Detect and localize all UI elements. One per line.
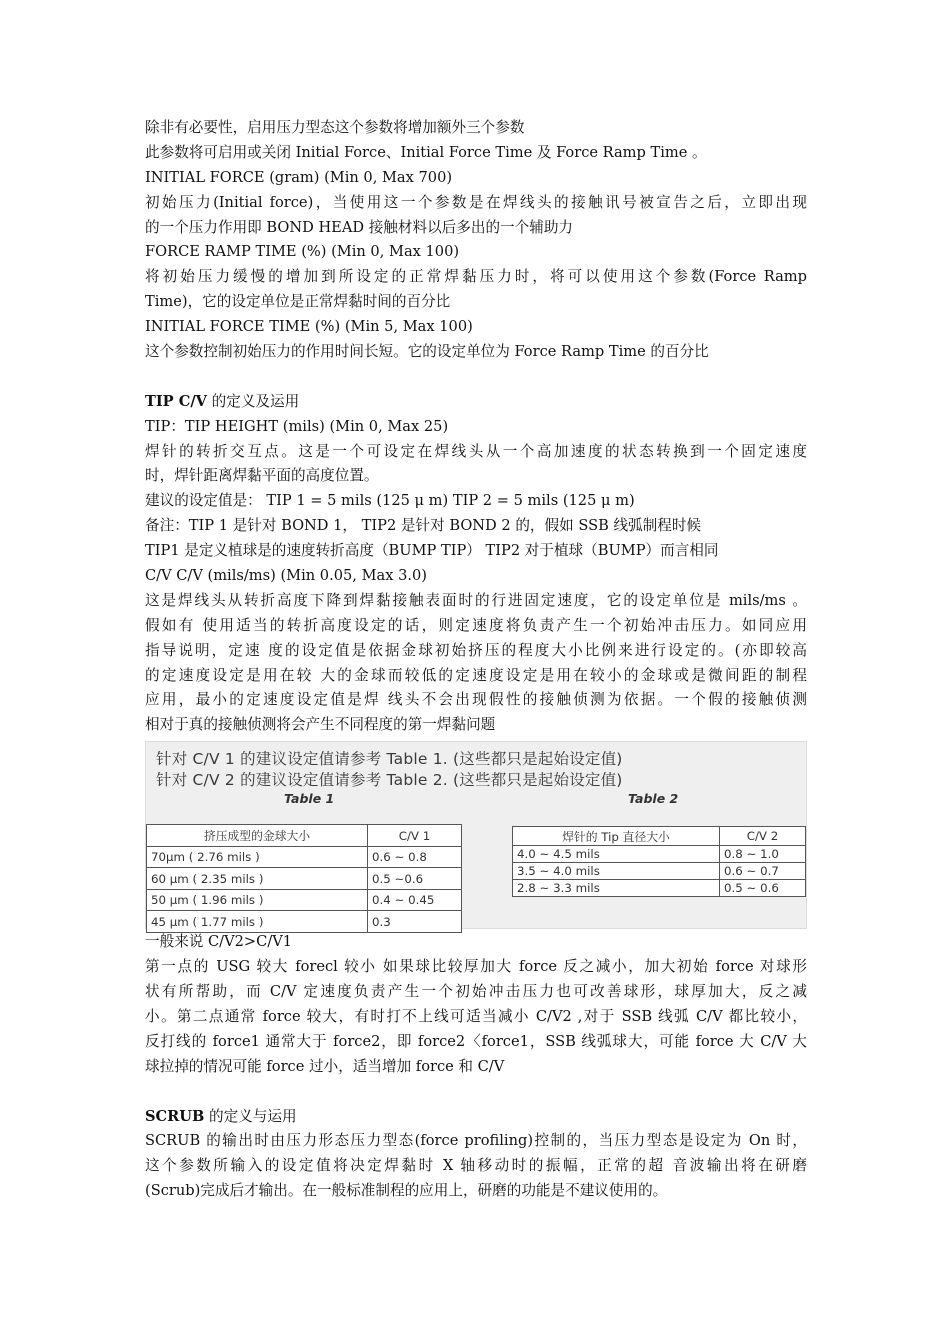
parameter-title: TIP：TIP HEIGHT (mils) (Min 0, Max 25) bbox=[145, 417, 449, 435]
paragraph-line: 建议的设定值是： TIP 1 = 5 mils (125 μ m) TIP 2 = 5 mils (125 μ m) bbox=[145, 492, 635, 510]
table-row bbox=[147, 846, 462, 868]
parameter-title: INITIAL FORCE (gram) (Min 0, Max 700) bbox=[145, 168, 453, 186]
section-heading bbox=[145, 1105, 807, 1130]
table-row bbox=[513, 880, 806, 897]
blank-line bbox=[145, 1080, 807, 1105]
table-cell: 70μm ( 2.76 mils ) bbox=[147, 846, 368, 868]
table-cell: 0.5 ~0.6 bbox=[368, 868, 462, 890]
paragraph-line: 相对于真的接触侦测将会产生不同程度的第一焊黏问题 bbox=[145, 716, 496, 734]
table-cell: 2.8 ~ 3.3 mils bbox=[513, 880, 720, 897]
paragraph-line: 这是焊线头从转折高度下降到焊黏接触表面时的行进固定速度，它的设定单位是 mils/ms 。 bbox=[145, 591, 807, 609]
paragraph-line: 应用，最小的定速度设定值是焊 线头不会出现假性的接触侦测为依据。一个假的接触侦测 bbox=[145, 691, 807, 709]
table-header-cell: C/V 1 bbox=[368, 825, 462, 847]
table-caption: Table 1 bbox=[284, 791, 335, 807]
paragraph-line: 的定速度设定是用在较 大的金球而较低的定速度设定是用在较小的金球或是微间距的制程 bbox=[145, 666, 807, 684]
blank-line bbox=[145, 365, 807, 390]
table-row bbox=[147, 889, 462, 911]
table-header-cell: C/V 2 bbox=[720, 827, 806, 846]
scrub-section bbox=[145, 1105, 807, 1205]
paragraph-line: Time)，它的设定单位是正常焊黏时间的百分比 bbox=[145, 293, 451, 311]
parameter-title: C/V C/V (mils/ms) (Min 0.05, Max 3.0) bbox=[145, 567, 427, 585]
paragraph-line: 第一点的 USG 较大 forecl 较小 如果球比较厚加大 force 反之减小，加大初始 force 对球形 bbox=[145, 958, 807, 976]
paragraph-line: 状有所帮助，而 C/V 定速度负责产生一个初始冲击压力也可改善球形，球厚加大，反之减 bbox=[145, 983, 807, 1001]
table-cell: 4.0 ~ 4.5 mils bbox=[513, 846, 720, 863]
table-header-cell: 挤压成型的金球大小 bbox=[147, 825, 368, 847]
parameter-title: INITIAL FORCE TIME (%) (Min 5, Max 100) bbox=[145, 318, 473, 336]
paragraph-line: (Scrub)完成后才输出。在一般标准制程的应用上，研磨的功能是不建议使用的。 bbox=[145, 1182, 668, 1200]
table-cell: 0.8 ~ 1.0 bbox=[720, 846, 806, 863]
table-row bbox=[147, 868, 462, 890]
table-caption: Table 2 bbox=[628, 791, 679, 807]
paragraph-line: 反打线的 force1 通常大于 force2，即 force2〈force1，SSB 线弧球大，可能 force 大 C/V 大 bbox=[145, 1032, 807, 1050]
paragraph-line: 备注：TIP 1 是针对 BOND 1， TIP2 是针对 BOND 2 的，假如 SSB 线弧制程时候 bbox=[145, 517, 702, 535]
document-page bbox=[145, 116, 807, 1204]
heading-rest: 的定义与运用 bbox=[204, 1107, 297, 1125]
heading-rest: 的定义及运用 bbox=[207, 392, 300, 410]
table-header-row bbox=[147, 825, 462, 847]
table-cell: 0.6 ~ 0.7 bbox=[720, 863, 806, 880]
paragraph-line: 小。第二点通常 force 较大，有时打不上线可适当减小 C/V2 ,对于 SSB 线弧 C/V 都比较小， bbox=[145, 1007, 807, 1025]
paragraph-line: 假如有 使用适当的转折高度设定的话，则定速度将负责产生一个初始冲击压力。如同应用 bbox=[145, 616, 807, 634]
table-cell: 0.5 ~ 0.6 bbox=[720, 880, 806, 897]
table-cell: 50 μm ( 1.96 mils ) bbox=[147, 889, 368, 911]
table-cell: 0.6 ~ 0.8 bbox=[368, 846, 462, 868]
table-cell: 45 μm ( 1.77 mils ) bbox=[147, 911, 368, 933]
paragraph-line: SCRUB 的输出时由压力形态压力型态(force profiling)控制的，当压力型态是设定为 On 时， bbox=[145, 1132, 807, 1150]
tip-cv-section bbox=[145, 390, 807, 738]
table-cell: 3.5 ~ 4.0 mils bbox=[513, 863, 720, 880]
table-row bbox=[513, 846, 806, 863]
paragraph-line: TIP1 是定义植球是的速度转折高度（BUMP TIP） TIP2 对于植球（BUMP）而言相同 bbox=[145, 542, 719, 560]
paragraph-line: 焊针的转折交互点。这是一个可设定在焊线头从一个高加速度的状态转换到一个固定速度 bbox=[145, 442, 807, 460]
table-cell: 60 μm ( 2.35 mils ) bbox=[147, 868, 368, 890]
paragraph-line: 这个参数所输入的设定值将决定焊黏时 X 轴移动时的振幅，正常的超 音波输出将在研磨 bbox=[145, 1157, 807, 1175]
figure-note-line: 针对 C/V 2 的建议设定值请参考 Table 2. (这些都只是起始设定值) bbox=[156, 771, 623, 790]
paragraph-line: 将初始压力缓慢的增加到所设定的正常焊黏压力时，将可以使用这个参数(Force Ramp bbox=[145, 268, 807, 286]
cv1-table bbox=[146, 824, 462, 933]
force-profile-section bbox=[145, 116, 807, 365]
paragraph-line: 球拉掉的情况可能 force 过小，适当增加 force 和 C/V bbox=[145, 1057, 505, 1075]
table-cell: 0.4 ~ 0.45 bbox=[368, 889, 462, 911]
heading-bold: TIP C/V bbox=[145, 392, 208, 410]
paragraph-line: 此参数将可启用或关闭 Initial Force、Initial Force Time 及 Force Ramp Time 。 bbox=[145, 143, 707, 161]
section-heading bbox=[145, 390, 807, 415]
table-header-cell: 焊针的 Tip 直径大小 bbox=[513, 827, 720, 846]
parameter-title: FORCE RAMP TIME (%) (Min 0, Max 100) bbox=[145, 243, 460, 261]
table-row bbox=[147, 911, 462, 933]
cv-reference-figure bbox=[145, 741, 807, 929]
paragraph-line: 除非有必要性，启用压力型态这个参数将增加额外三个参数 bbox=[145, 119, 525, 136]
paragraph-line: 这个参数控制初始压力的作用时间长短。它的设定单位为 Force Ramp Time 的百分比 bbox=[145, 343, 709, 361]
paragraph-line: 的一个压力作用即 BOND HEAD 接触材料以后多出的一个辅助力 bbox=[145, 218, 574, 236]
table-header-row bbox=[513, 827, 806, 846]
table-cell: 0.3 bbox=[368, 911, 462, 933]
paragraph-line: 指导说明，定速 度的设定值是依据金球初始挤压的程度大小比例来进行设定的。(亦即较高 bbox=[145, 641, 807, 659]
paragraph-line: 初始压力(Initial force)，当使用这一个参数是在焊线头的接触讯号被宣告之后，立即出现 bbox=[145, 193, 807, 211]
paragraph-line: 时，焊针距离焊黏平面的高度位置。 bbox=[145, 467, 379, 485]
paragraph-line: 一般来说 C/V2>C/V1 bbox=[145, 933, 293, 951]
heading-bold: SCRUB bbox=[145, 1107, 205, 1125]
table-row bbox=[513, 863, 806, 880]
cv2-table bbox=[512, 826, 806, 897]
figure-note-line: 针对 C/V 1 的建议设定值请参考 Table 1. (这些都只是起始设定值) bbox=[156, 750, 623, 769]
cv-notes-section bbox=[145, 930, 807, 1079]
